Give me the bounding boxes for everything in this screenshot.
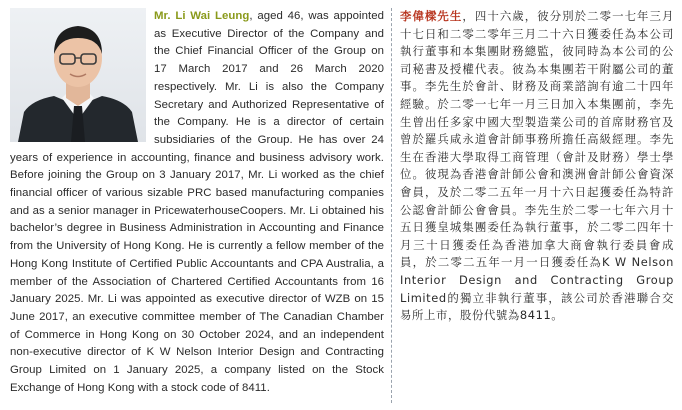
chinese-name: 李偉樑先生	[400, 9, 463, 23]
chinese-bio-paragraph	[400, 8, 674, 325]
portrait-photo	[10, 8, 146, 142]
chinese-bio-text: ，四十六歲，彼分別於二零一七年三月十七日和二零二零年三月二十六日獲委任為本公司執行董事和本集團財務總監，彼同時為本公司的公司秘書及授權代表。彼為本集團若干附屬公司的董事。李先生於會計、財務及商業諮詢有逾二十四年經驗。於二零一七年一月三日加入本集團前，李先生曾出任多家中國大型製造業公司的首席財務官及曾於羅兵咸永道會計師事務所擔任高級經理。李先生在香港大學取得工商管理（會計及財務）學士學位。彼現為香港會計師公會和澳洲會計師公會資深會員，及於二零二五年一月十六日起獲委任為特許公認會計師公會會員。李先生於二零一七年六月十五日獲皇城集團委任為執行董事，於二零二四年十月三十日獲委任為香港加拿大商會執行委員會成員，於二零二五年一月一日獲委任為K W Nelson Interior Design and Contracting Group Limited的獨立非執行董事，該公司於香港聯合交易所上市，股份代號為8411。	[400, 9, 674, 323]
english-name: Mr. Li Wai Leung	[154, 10, 250, 22]
chinese-bio-column	[400, 8, 674, 325]
english-bio-column	[10, 8, 384, 397]
portrait-image	[10, 8, 146, 142]
english-bio-text: , aged 46, was appointed as Executive Director of the Company and the Chief Financial Officer of the Group on 17 March 2017 and 26 March 2020 respectively. Mr. Li is also the Company Secretary and Authorized Representative of the Company. He is a director of certain subsidiaries of the Group. He has over 24 years of experience in accounting, finance and business advisory work. Before joining the Group on 3 January 2017, Mr. Li worked as the chief financial officer of various sizable PRC based manufacturing companies and as a senior manager in PricewaterhouseCoopers. Mr. Li obtained his bachelor’s degree in Business Administration in Accounting and Finance from the University of Hong Kong. He is currently a fellow member of the Hong Kong Institute of Certified Public Accountants and CPA Australia, a member of the Association of Chartered Certified Accountants from 16 January 2025. Mr. Li was appointed as executive director of WZB on 15 June 2017, an executive committee member of The Canadian Chamber of Commerce in Hong Kong on 30 October 2024, and an independent non-executive director of K W Nelson Interior Design and Contracting Group Limited on 1 January 2025, a company listed on the Stock Exchange of Hong Kong with a stock code of 8411.	[10, 10, 384, 394]
column-divider	[391, 8, 393, 403]
